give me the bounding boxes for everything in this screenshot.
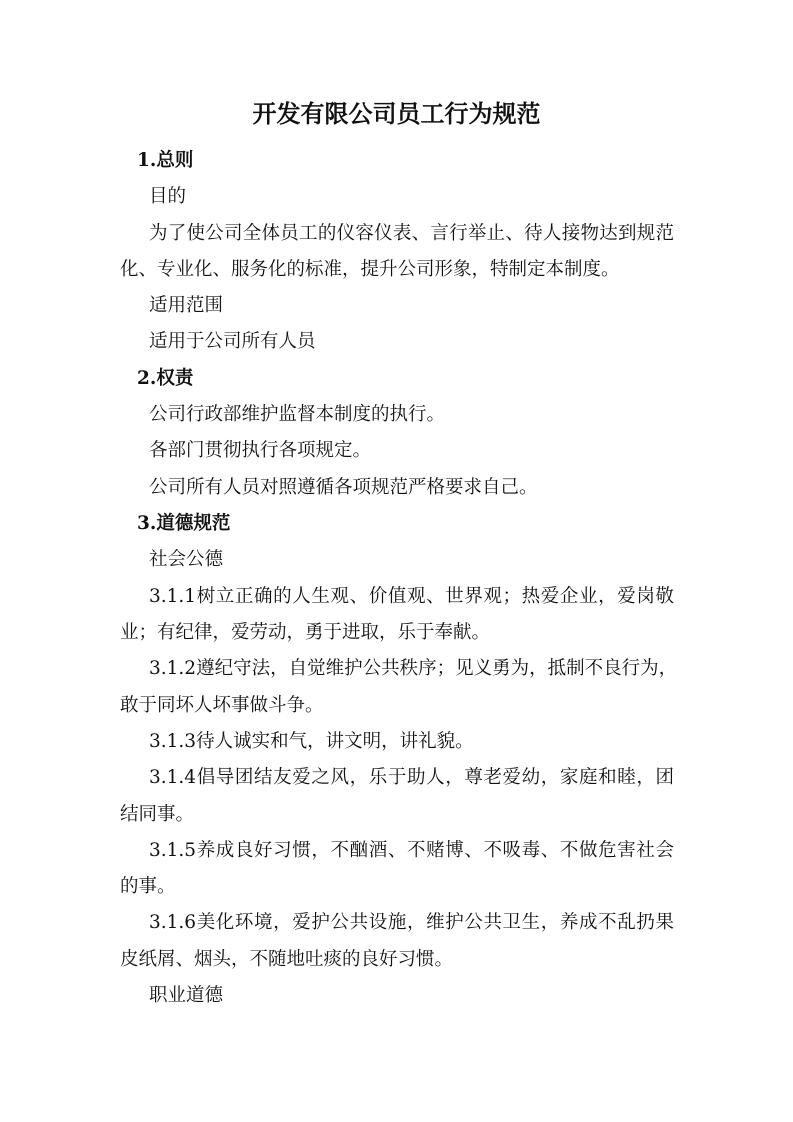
paragraph-line: 敢于同坏人坏事做斗争。 xyxy=(120,695,324,716)
section-heading-ethics: 3.道德规范 xyxy=(137,513,231,534)
section-heading-general: 1.总则 xyxy=(137,150,194,171)
paragraph-line: 皮纸屑、烟头，不随地吐痰的良好习惯。 xyxy=(120,949,454,970)
paragraph-line: 公司所有人员对照遵循各项规范严格要求自己。 xyxy=(149,477,538,498)
paragraph-line: 为了使公司全体员工的仪容仪表、言行举止、待人接物达到规范 xyxy=(149,223,674,244)
subheading-social-morality: 社会公德 xyxy=(149,549,224,570)
paragraph-line: 3.1.6美化环境，爱护公共设施，维护公共卫生，养成不乱扔果 xyxy=(149,912,674,933)
paragraph-line: 3.1.3待人诚实和气，讲文明，讲礼貌。 xyxy=(149,731,474,752)
paragraph-line: 业；有纪律，爱劳动，勇于进取，乐于奉献。 xyxy=(120,622,491,643)
paragraph-line: 3.1.4倡导团结友爱之风，乐于助人，尊老爱幼，家庭和睦，团 xyxy=(149,767,674,788)
paragraph-line: 3.1.5养成良好习惯，不酗酒、不赌博、不吸毒、不做危害社会 xyxy=(149,840,674,861)
paragraph-line: 结同事。 xyxy=(120,804,195,825)
subheading-purpose: 目的 xyxy=(149,186,187,207)
paragraph-line: 适用于公司所有人员 xyxy=(149,331,316,352)
subheading-professional-ethics: 职业道德 xyxy=(149,985,224,1006)
subheading-scope: 适用范围 xyxy=(149,295,224,316)
section-heading-responsibilities: 2.权责 xyxy=(137,368,194,389)
paragraph-line: 化、专业化、服务化的标准，提升公司形象，特制定本制度。 xyxy=(120,259,620,280)
paragraph-line: 公司行政部维护监督本制度的执行。 xyxy=(149,404,446,425)
paragraph-line: 3.1.1树立正确的人生观、价值观、世界观；热爱企业，爱岗敬 xyxy=(149,586,674,607)
paragraph-line: 的事。 xyxy=(120,876,176,897)
paragraph-line: 各部门贯彻执行各项规定。 xyxy=(149,440,372,461)
paragraph-line: 3.1.2遵纪守法，自觉维护公共秩序；见义勇为，抵制不良行为， xyxy=(149,658,678,679)
document-title: 开发有限公司员工行为规范 xyxy=(252,99,541,128)
